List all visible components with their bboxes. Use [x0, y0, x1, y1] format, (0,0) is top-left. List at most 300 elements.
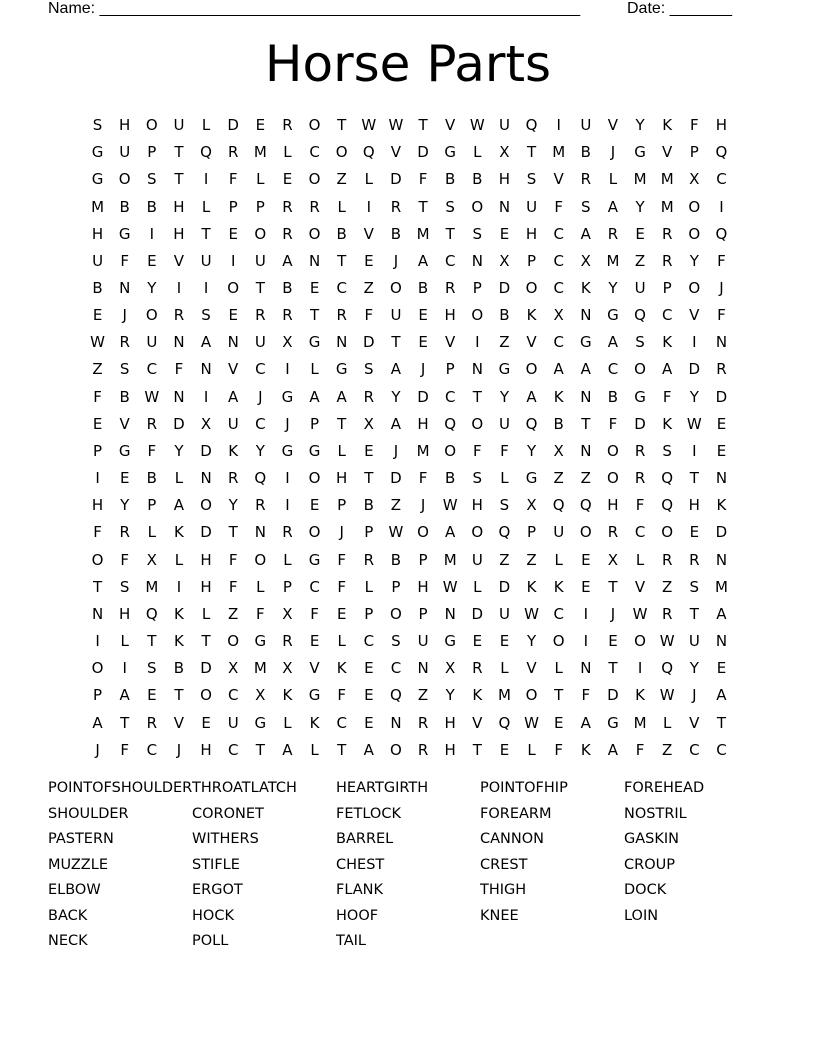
grid-row	[84, 356, 735, 383]
grid-letter: O	[634, 360, 646, 379]
grid-letter: C	[607, 360, 619, 379]
word-bank-item: THIGH	[480, 882, 527, 898]
grid-letter: M	[606, 251, 620, 270]
grid-letter: E	[364, 659, 374, 678]
grid-letter: O	[688, 224, 701, 243]
grid-letter: X	[282, 333, 293, 352]
grid-letter: O	[471, 306, 484, 325]
grid-letter: F	[717, 251, 726, 270]
grid-letter: H	[444, 306, 456, 325]
grid-letter: Q	[390, 686, 402, 705]
grid-row	[84, 302, 735, 329]
grid-letter: L	[364, 170, 373, 189]
grid-letter: L	[283, 550, 292, 569]
grid-letter: U	[227, 713, 239, 732]
grid-letter: D	[417, 387, 429, 406]
grid-row	[84, 492, 735, 519]
grid-letter: R	[173, 306, 185, 325]
grid-letter: J	[339, 523, 344, 542]
grid-letter: N	[471, 251, 483, 270]
grid-letter: W	[442, 577, 458, 596]
word-bank-item: CROUP	[624, 856, 675, 873]
grid-letter: U	[390, 306, 402, 325]
grid-letter: P	[391, 577, 401, 596]
grid-letter: J	[95, 740, 100, 759]
grid-letter: C	[336, 279, 347, 298]
grid-letter: U	[227, 414, 239, 433]
grid-letter: O	[688, 197, 701, 216]
grid-letter: L	[310, 740, 319, 759]
grid-letter: N	[715, 632, 728, 651]
grid-letter: E	[581, 550, 591, 569]
grid-letter: T	[391, 333, 401, 352]
word-bank-item: CREST	[480, 856, 528, 873]
grid-letter: F	[418, 469, 428, 488]
grid-letter: K	[174, 523, 184, 542]
grid-letter: I	[637, 659, 643, 678]
grid-letter: I	[95, 469, 100, 488]
grid-letter: Z	[499, 550, 510, 569]
grid-letter: T	[689, 604, 699, 623]
grid-letter: X	[445, 659, 456, 678]
grid-letter: O	[308, 224, 321, 243]
grid-letter: X	[282, 604, 293, 623]
grid-letter: W	[388, 116, 404, 135]
grid-letter: E	[228, 224, 238, 243]
grid-letter: S	[581, 197, 591, 216]
grid-row	[84, 737, 735, 764]
grid-letter: L	[201, 116, 211, 135]
grid-letter: G	[281, 441, 294, 460]
grid-letter: Y	[147, 279, 157, 298]
grid-letter: E	[309, 632, 320, 651]
grid-letter: K	[662, 414, 673, 433]
word-bank-item: FOREHEAD	[624, 780, 705, 796]
grid-letter: B	[472, 170, 483, 189]
grid-letter: X	[580, 251, 591, 270]
grid-letter: F	[93, 387, 102, 406]
grid-letter: O	[118, 170, 131, 189]
grid-letter: M	[416, 441, 430, 460]
grid-letter: K	[228, 441, 239, 460]
grid-letter: R	[580, 170, 592, 189]
word-bank-item: STIFLE	[192, 856, 240, 873]
grid-letter: H	[715, 116, 728, 135]
grid-letter: O	[200, 496, 212, 515]
grid-letter: Y	[635, 116, 645, 135]
grid-letter: O	[390, 740, 402, 759]
grid-letter: S	[499, 496, 510, 515]
grid-letter: B	[173, 659, 185, 678]
grid-letter: K	[553, 577, 564, 596]
grid-letter: Z	[526, 550, 537, 569]
grid-letter: U	[498, 414, 510, 433]
grid-letter: C	[634, 523, 646, 542]
grid-letter: M	[443, 550, 457, 569]
grid-letter: D	[417, 143, 429, 162]
grid-letter: X	[499, 143, 510, 162]
grid-letter: C	[336, 713, 347, 732]
grid-letter: F	[120, 740, 129, 759]
grid-letter: L	[120, 632, 129, 651]
grid-letter: A	[390, 360, 402, 379]
grid-letter: T	[608, 659, 618, 678]
grid-letter: X	[363, 414, 374, 433]
grid-letter: Y	[228, 496, 238, 515]
grid-letter: C	[146, 740, 158, 759]
grid-letter: O	[525, 360, 538, 379]
grid-letter: D	[363, 333, 375, 352]
grid-letter: H	[471, 496, 483, 515]
grid-letter: S	[119, 360, 130, 379]
grid-letter: F	[93, 523, 102, 542]
grid-letter: V	[173, 713, 185, 732]
grid-letter: O	[688, 279, 701, 298]
grid-letter: F	[500, 441, 509, 460]
grid-letter: Z	[580, 469, 591, 488]
grid-letter: Y	[689, 251, 699, 270]
grid-letter: J	[258, 387, 263, 406]
grid-letter: B	[336, 224, 347, 243]
word-bank-item: POINTOFSHOULDER	[48, 780, 193, 796]
grid-letter: M	[416, 224, 430, 243]
grid-letter: P	[147, 496, 157, 515]
grid-letter: K	[553, 387, 564, 406]
grid-letter: V	[309, 659, 320, 678]
grid-letter: M	[633, 713, 647, 732]
grid-letter: K	[662, 116, 673, 135]
grid-letter: U	[254, 333, 266, 352]
grid-letter: X	[499, 251, 510, 270]
grid-row	[84, 574, 735, 601]
grid-letter: U	[498, 116, 510, 135]
grid-letter: L	[337, 632, 346, 651]
grid-letter: E	[716, 414, 727, 433]
grid-letter: G	[254, 632, 267, 651]
grid-letter: H	[417, 577, 429, 596]
grid-letter: Y	[635, 197, 645, 216]
grid-letter: D	[498, 279, 511, 298]
grid-letter: B	[445, 469, 456, 488]
letter-grid	[84, 112, 735, 764]
grid-letter: N	[715, 333, 728, 352]
grid-letter: V	[228, 360, 239, 379]
grid-letter: I	[203, 170, 209, 189]
grid-letter: H	[607, 496, 619, 515]
grid-letter: W	[524, 604, 539, 623]
grid-row	[84, 248, 735, 275]
grid-letter: D	[607, 686, 619, 705]
grid-letter: R	[417, 740, 429, 759]
grid-letter: J	[692, 686, 697, 705]
grid-letter: B	[607, 387, 619, 406]
grid-letter: O	[308, 523, 321, 542]
grid-letter: P	[282, 577, 292, 596]
grid-letter: U	[146, 333, 158, 352]
grid-letter: D	[471, 604, 484, 623]
grid-letter: U	[254, 251, 266, 270]
grid-letter: I	[203, 387, 209, 406]
grid-letter: H	[688, 496, 700, 515]
grid-letter: Z	[662, 577, 673, 596]
grid-letter: P	[472, 279, 482, 298]
grid-letter: O	[579, 523, 592, 542]
grid-letter: B	[119, 387, 130, 406]
grid-letter: V	[363, 224, 374, 243]
grid-letter: H	[417, 414, 429, 433]
grid-letter: C	[553, 224, 564, 243]
grid-letter: U	[634, 279, 646, 298]
grid-letter: C	[309, 143, 320, 162]
grid-letter: S	[472, 224, 483, 243]
grid-letter: F	[581, 686, 591, 705]
grid-letter: C	[227, 740, 239, 759]
grid-row	[84, 193, 735, 220]
grid-letter: E	[499, 632, 510, 651]
grid-letter: Y	[526, 632, 537, 651]
grid-letter: B	[580, 143, 591, 162]
grid-letter: Q	[362, 143, 375, 162]
grid-letter: D	[200, 523, 212, 542]
grid-letter: F	[662, 387, 672, 406]
grid-row	[84, 465, 735, 492]
grid-letter: A	[336, 387, 347, 406]
grid-letter: V	[526, 659, 537, 678]
grid-letter: Q	[634, 306, 646, 325]
grid-letter: Q	[444, 414, 457, 433]
grid-letter: Z	[92, 360, 103, 379]
grid-letter: Z	[228, 604, 239, 623]
grid-letter: E	[418, 333, 428, 352]
grid-letter: M	[253, 659, 267, 678]
word-bank-item: CANNON	[480, 831, 544, 847]
grid-letter: L	[500, 469, 509, 488]
grid-letter: C	[689, 740, 700, 759]
grid-letter: E	[716, 441, 727, 460]
grid-letter: S	[689, 577, 700, 596]
grid-letter: G	[525, 469, 538, 488]
grid-letter: T	[120, 713, 130, 732]
grid-letter: T	[418, 116, 428, 135]
grid-letter: Z	[363, 279, 374, 298]
grid-letter: E	[364, 713, 374, 732]
grid-letter: G	[91, 170, 104, 189]
grid-letter: I	[285, 496, 290, 515]
grid-letter: Q	[254, 469, 267, 488]
grid-letter: G	[444, 143, 456, 162]
grid-letter: T	[228, 523, 238, 542]
grid-letter: C	[716, 170, 727, 189]
grid-letter: P	[93, 441, 103, 460]
grid-letter: M	[552, 143, 566, 162]
grid-letter: A	[607, 197, 619, 216]
word-bank-item: TAIL	[336, 933, 367, 949]
grid-letter: V	[445, 333, 456, 352]
grid-letter: A	[607, 333, 619, 352]
name-field-label: Name: ______________________________________________________	[48, 0, 581, 17]
grid-letter: V	[634, 577, 646, 596]
grid-letter: U	[173, 116, 185, 135]
grid-letter: U	[200, 251, 212, 270]
date-field-label: Date: _______	[627, 0, 732, 17]
grid-letter: A	[607, 740, 619, 759]
word-bank-item: LOIN	[624, 907, 659, 924]
grid-letter: Q	[552, 496, 565, 515]
grid-letter: L	[283, 713, 292, 732]
grid-row	[84, 547, 735, 574]
grid-letter: J	[420, 360, 426, 379]
grid-letter: U	[471, 550, 483, 569]
grid-letter: P	[689, 143, 699, 162]
grid-letter: Z	[553, 469, 564, 488]
grid-letter: P	[527, 523, 537, 542]
grid-letter: R	[390, 197, 402, 216]
grid-letter: I	[203, 279, 209, 298]
grid-letter: I	[176, 577, 182, 596]
grid-letter: S	[391, 632, 401, 651]
grid-letter: J	[393, 251, 399, 270]
grid-letter: F	[174, 360, 184, 379]
grid-letter: L	[256, 170, 265, 189]
grid-letter: C	[255, 360, 266, 379]
grid-letter: G	[308, 441, 321, 460]
word-bank-item: KNEE	[480, 907, 519, 924]
grid-letter: R	[282, 523, 293, 542]
grid-letter: K	[580, 279, 591, 298]
grid-letter: K	[635, 686, 645, 705]
grid-letter: O	[145, 116, 158, 135]
grid-letter: S	[147, 170, 157, 189]
grid-letter: A	[716, 604, 727, 623]
grid-letter: E	[119, 469, 130, 488]
grid-letter: G	[607, 306, 619, 325]
grid-letter: U	[417, 632, 429, 651]
grid-letter: N	[336, 333, 348, 352]
grid-letter: E	[716, 659, 727, 678]
grid-letter: A	[526, 387, 537, 406]
grid-letter: H	[173, 197, 185, 216]
grid-letter: O	[254, 224, 267, 243]
grid-letter: C	[553, 333, 564, 352]
grid-letter: R	[255, 306, 266, 325]
grid-row	[84, 411, 735, 438]
grid-letter: L	[337, 197, 346, 216]
grid-letter: Q	[579, 496, 592, 515]
grid-letter: F	[635, 740, 645, 759]
grid-letter: O	[308, 116, 321, 135]
grid-letter: T	[418, 197, 428, 216]
grid-letter: Y	[689, 387, 699, 406]
grid-letter: O	[525, 686, 538, 705]
grid-letter: R	[282, 632, 293, 651]
grid-letter: W	[469, 116, 485, 135]
grid-letter: L	[635, 550, 645, 569]
grid-letter: D	[715, 523, 728, 542]
grid-letter: A	[662, 360, 673, 379]
grid-letter: U	[92, 251, 104, 270]
grid-letter: J	[285, 414, 290, 433]
grid-letter: K	[282, 686, 293, 705]
grid-letter: T	[201, 632, 211, 651]
grid-letter: N	[580, 659, 592, 678]
grid-letter: M	[253, 143, 267, 162]
grid-letter: N	[417, 659, 429, 678]
grid-letter: K	[716, 496, 727, 515]
grid-letter: T	[255, 740, 265, 759]
grid-letter: U	[498, 604, 510, 623]
grid-letter: Z	[390, 496, 402, 515]
grid-letter: B	[282, 279, 293, 298]
word-bank-item: THROATLATCH	[192, 780, 297, 796]
grid-letter: R	[336, 306, 347, 325]
grid-letter: I	[122, 659, 127, 678]
grid-letter: H	[91, 224, 104, 243]
grid-letter: F	[717, 306, 726, 325]
grid-letter: A	[173, 496, 185, 515]
grid-letter: N	[200, 360, 212, 379]
grid-letter: O	[200, 686, 212, 705]
grid-letter: C	[661, 306, 673, 325]
grid-letter: P	[364, 604, 374, 623]
word-bank-item: NOSTRIL	[624, 805, 687, 822]
grid-letter: A	[417, 251, 429, 270]
grid-letter: T	[92, 577, 103, 596]
word-bank-item: ELBOW	[48, 882, 101, 898]
grid-letter: I	[366, 197, 372, 216]
grid-letter: R	[444, 279, 456, 298]
grid-letter: U	[553, 523, 565, 542]
word-bank-item: POINTOFHIP	[480, 780, 568, 796]
grid-letter: D	[200, 659, 212, 678]
grid-letter: W	[632, 604, 648, 623]
word-bank-item: FOREARM	[480, 805, 552, 822]
grid-row	[84, 275, 735, 302]
grid-letter: E	[418, 306, 428, 325]
grid-letter: R	[472, 659, 483, 678]
grid-letter: U	[119, 143, 131, 162]
grid-letter: W	[686, 414, 702, 433]
grid-letter: B	[146, 197, 157, 216]
grid-letter: T	[472, 740, 482, 759]
word-bank-item: CORONET	[192, 805, 264, 822]
grid-letter: B	[363, 496, 374, 515]
grid-letter: R	[634, 469, 646, 488]
grid-letter: T	[581, 414, 591, 433]
grid-letter: M	[660, 170, 674, 189]
grid-letter: F	[228, 170, 238, 189]
grid-letter: A	[716, 686, 727, 705]
grid-letter: Z	[634, 251, 646, 270]
grid-letter: V	[689, 306, 700, 325]
grid-letter: A	[390, 414, 402, 433]
grid-letter: I	[556, 116, 561, 135]
grid-letter: B	[390, 224, 402, 243]
grid-letter: T	[716, 713, 727, 732]
grid-letter: I	[692, 333, 697, 352]
grid-letter: P	[364, 523, 374, 542]
grid-letter: F	[418, 170, 428, 189]
grid-letter: O	[661, 523, 674, 542]
grid-letter: I	[719, 197, 724, 216]
word-bank-item: HOCK	[192, 907, 234, 924]
grid-letter: I	[95, 632, 100, 651]
grid-letter: R	[146, 414, 158, 433]
grid-letter: J	[610, 604, 616, 623]
grid-letter: F	[120, 550, 129, 569]
grid-letter: G	[91, 143, 104, 162]
grid-letter: E	[92, 306, 103, 325]
word-bank-item: PASTERN	[48, 831, 114, 847]
